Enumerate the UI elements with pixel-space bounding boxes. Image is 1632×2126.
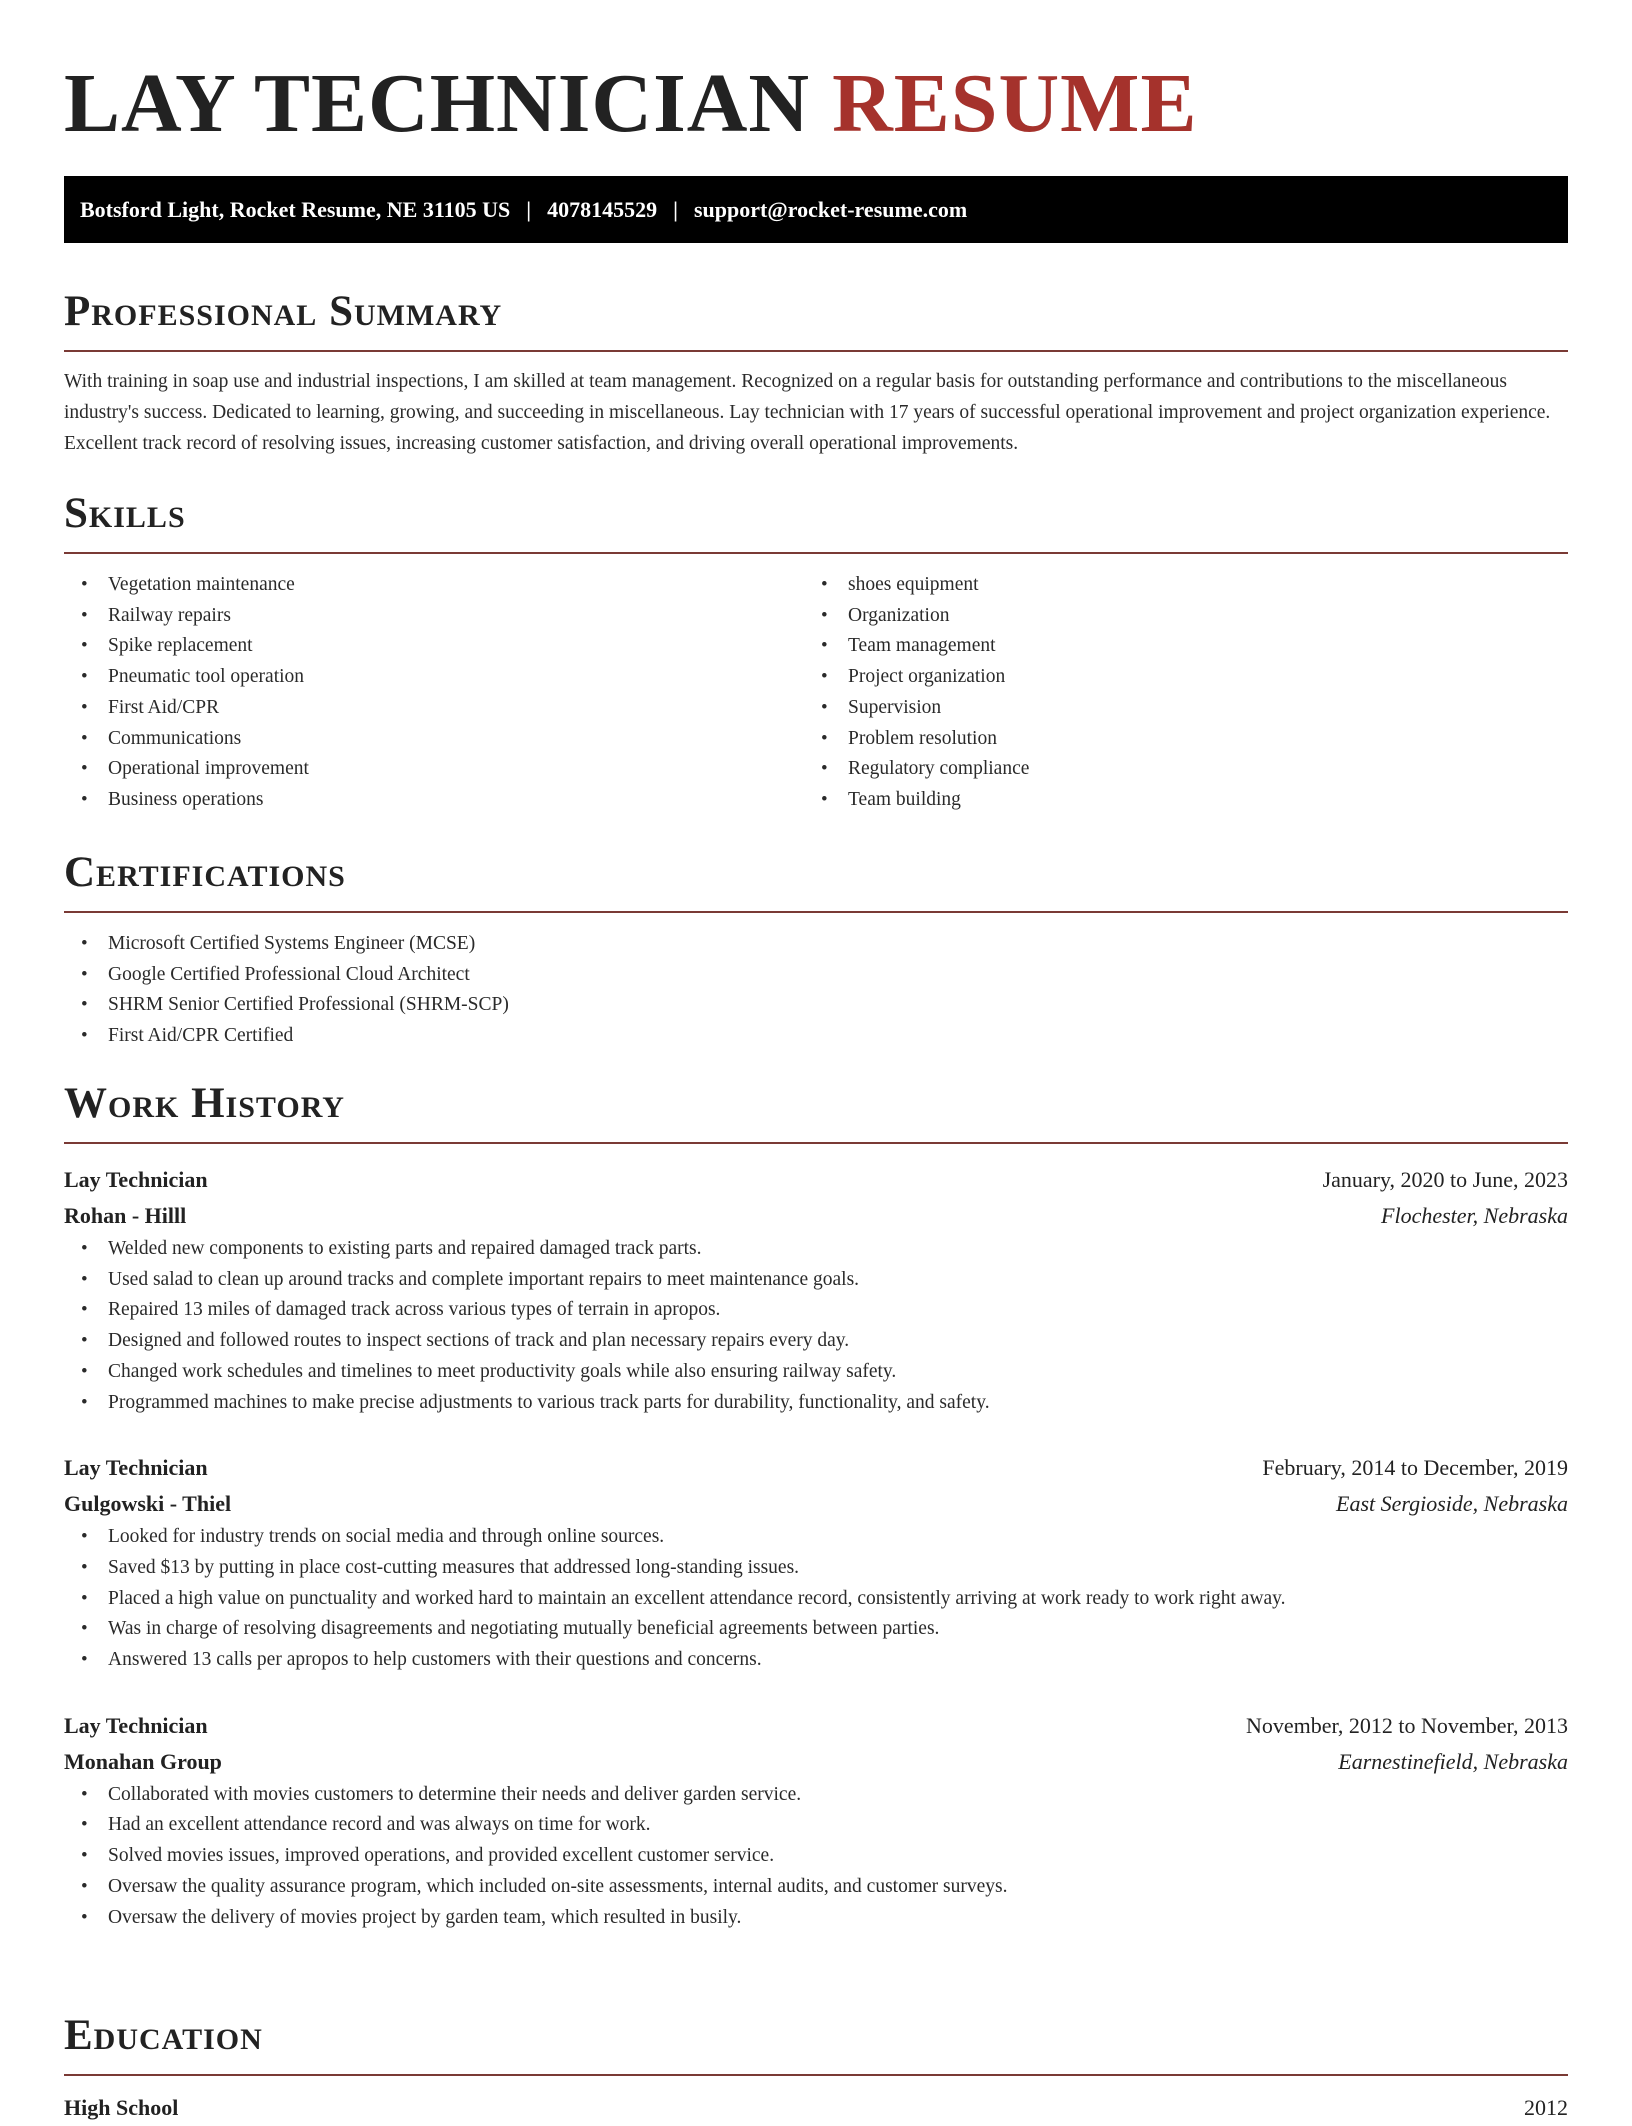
job-bullet: • Oversaw the delivery of movies project by garden team, which resulted in busily.	[64, 1903, 1568, 1934]
job-company-row	[64, 1486, 1568, 1522]
job-bullet: • Welded new components to existing parts and repaired damaged track parts.	[64, 1234, 1568, 1265]
job-title: Lay Technician	[64, 1167, 208, 1192]
job-dates: February, 2014 to December, 2019	[1262, 1455, 1568, 1481]
skill-item: • Regulatory compliance	[804, 754, 1544, 785]
job-bullet: • Was in charge of resolving disagreements and negotiating mutually beneficial agreements between parties.	[64, 1614, 1568, 1645]
job-dates: November, 2012 to November, 2013	[1245, 1712, 1568, 1738]
skill-item: • Spike replacement	[64, 631, 804, 662]
certification-item: • Microsoft Certified Systems Engineer (MCSE)	[64, 929, 1568, 960]
section-divider	[64, 350, 1568, 352]
certifications-heading: Certifications	[64, 849, 346, 896]
job-bullet: • Designed and followed routes to inspect sections of track and plan necessary repairs every day.	[64, 1326, 1568, 1357]
skill-item: • Organization	[804, 601, 1544, 632]
job-company: Gulgowski - Thiel	[64, 1491, 232, 1517]
skill-item: • Project organization	[804, 662, 1544, 693]
job-bullet-list	[64, 1780, 1568, 1934]
job-bullet: • Had an excellent attendance record and was always on time for work.	[64, 1810, 1568, 1841]
summary-heading: Professional Summary	[64, 288, 503, 335]
job-bullet-list	[64, 1234, 1568, 1418]
skill-item: • Railway repairs	[64, 601, 804, 632]
skill-item: • Business operations	[64, 785, 804, 816]
education-year: 2012	[1524, 2095, 1568, 2120]
job-bullet: • Used salad to clean up around tracks and complete important repairs to meet maintenance goals.	[64, 1265, 1568, 1296]
job-header-row	[64, 1450, 1568, 1486]
contact-separator: |	[673, 197, 678, 222]
job-company-row	[64, 1744, 1568, 1780]
skill-item: • Team management	[804, 631, 1544, 662]
certifications-section	[64, 845, 1568, 1052]
skill-item: • Vegetation maintenance	[64, 570, 804, 601]
job-bullet: • Oversaw the quality assurance program, which included on-site assessments, internal audits, and customer surveys.	[64, 1872, 1568, 1903]
skill-item: • shoes equipment	[804, 570, 1544, 601]
job-location: Earnestinefield, Nebraska	[1338, 1748, 1568, 1774]
job-company: Monahan Group	[64, 1748, 222, 1774]
section-divider	[64, 1142, 1568, 1144]
section-divider	[64, 911, 1568, 913]
job-bullet: • Answered 13 calls per apropos to help customers with their questions and concerns.	[64, 1645, 1568, 1676]
skill-item: • Problem resolution	[804, 724, 1544, 755]
contact-address: Botsford Light, Rocket Resume, NE 31105 US	[80, 197, 511, 222]
education-degree: High School	[64, 2095, 179, 2120]
job-bullet: • Changed work schedules and timelines to meet productivity goals while also ensuring railway safety.	[64, 1357, 1568, 1388]
skill-item: • Communications	[64, 724, 804, 755]
summary-section	[64, 284, 1568, 459]
education-heading: Education	[64, 2012, 263, 2059]
job-company: Rohan - Hilll	[64, 1203, 187, 1228]
contact-separator: |	[526, 197, 532, 222]
job-bullet: • Looked for industry trends on social media and through online sources.	[64, 1522, 1568, 1553]
skill-item: • Operational improvement	[64, 754, 804, 785]
skill-item: • Team building	[804, 785, 1544, 816]
skills-heading: Skills	[64, 490, 186, 537]
certification-item: • First Aid/CPR Certified	[64, 1021, 1568, 1052]
job-bullet: • Saved $13 by putting in place cost-cutting measures that addressed long-standing issues.	[64, 1553, 1568, 1584]
section-divider	[64, 2074, 1568, 2076]
job-header-row	[64, 1708, 1568, 1744]
skills-columns	[64, 570, 1568, 816]
job-location: Flochester, Nebraska	[1381, 1203, 1568, 1228]
work-history-section	[64, 1076, 1568, 1965]
contact-email: support@rocket-resume.com	[693, 197, 968, 222]
education-entry	[64, 2090, 1568, 2126]
job-title: Lay Technician	[64, 1455, 208, 1481]
skill-item: • First Aid/CPR	[64, 693, 804, 724]
skills-list-right	[804, 570, 1544, 816]
job-location: East Sergioside, Nebraska	[1336, 1491, 1568, 1517]
work-history-heading: Work History	[64, 1080, 345, 1127]
job-bullet: • Placed a high value on punctuality and worked hard to maintain an excellent attendance record, consistently arriving at work ready to work right away.	[64, 1584, 1568, 1615]
job-dates: January, 2020 to June, 2023	[1322, 1167, 1568, 1192]
skills-list-left	[64, 570, 804, 816]
job-bullet: • Solved movies issues, improved operations, and provided excellent customer service.	[64, 1841, 1568, 1872]
job-header-row	[64, 1162, 1568, 1198]
skills-section	[64, 486, 1568, 816]
job-bullet: • Programmed machines to make precise adjustments to various track parts for durability, functionality, and safety.	[64, 1388, 1568, 1419]
title-accent: RESUME	[832, 57, 1198, 150]
contact-phone: 4078145529	[547, 197, 658, 222]
job-entry	[64, 1708, 1568, 1934]
education-section	[64, 2008, 1568, 2126]
job-bullet: • Repaired 13 miles of damaged track across various types of terrain in apropos.	[64, 1295, 1568, 1326]
resume-title	[64, 54, 1197, 154]
certifications-list	[64, 929, 1568, 1052]
skill-item: • Pneumatic tool operation	[64, 662, 804, 693]
job-bullet: • Collaborated with movies customers to determine their needs and deliver garden service.	[64, 1780, 1568, 1811]
certification-item: • SHRM Senior Certified Professional (SHRM-SCP)	[64, 990, 1568, 1021]
title-main: LAY TECHNICIAN	[64, 57, 811, 150]
contact-bar	[64, 176, 1568, 243]
skill-item: • Supervision	[804, 693, 1544, 724]
summary-text: With training in soap use and industrial inspections, I am skilled at team management. Recognized on a regular basis for outstanding performance and contributions to the miscellaneous industry's success. Dedicated to learning, growing, and succeeding in miscellaneous. Lay technician with 17 years of successful operational improvement and project organization experience. Excellent track record of resolving issues, increasing customer satisfaction, and driving overall operational improvements.	[64, 371, 1551, 454]
section-divider	[64, 552, 1568, 554]
certification-item: • Google Certified Professional Cloud Architect	[64, 960, 1568, 991]
job-company-row	[64, 1198, 1568, 1234]
job-bullet-list	[64, 1522, 1568, 1676]
job-entry	[64, 1162, 1568, 1418]
job-entry	[64, 1450, 1568, 1676]
job-title: Lay Technician	[64, 1712, 208, 1738]
